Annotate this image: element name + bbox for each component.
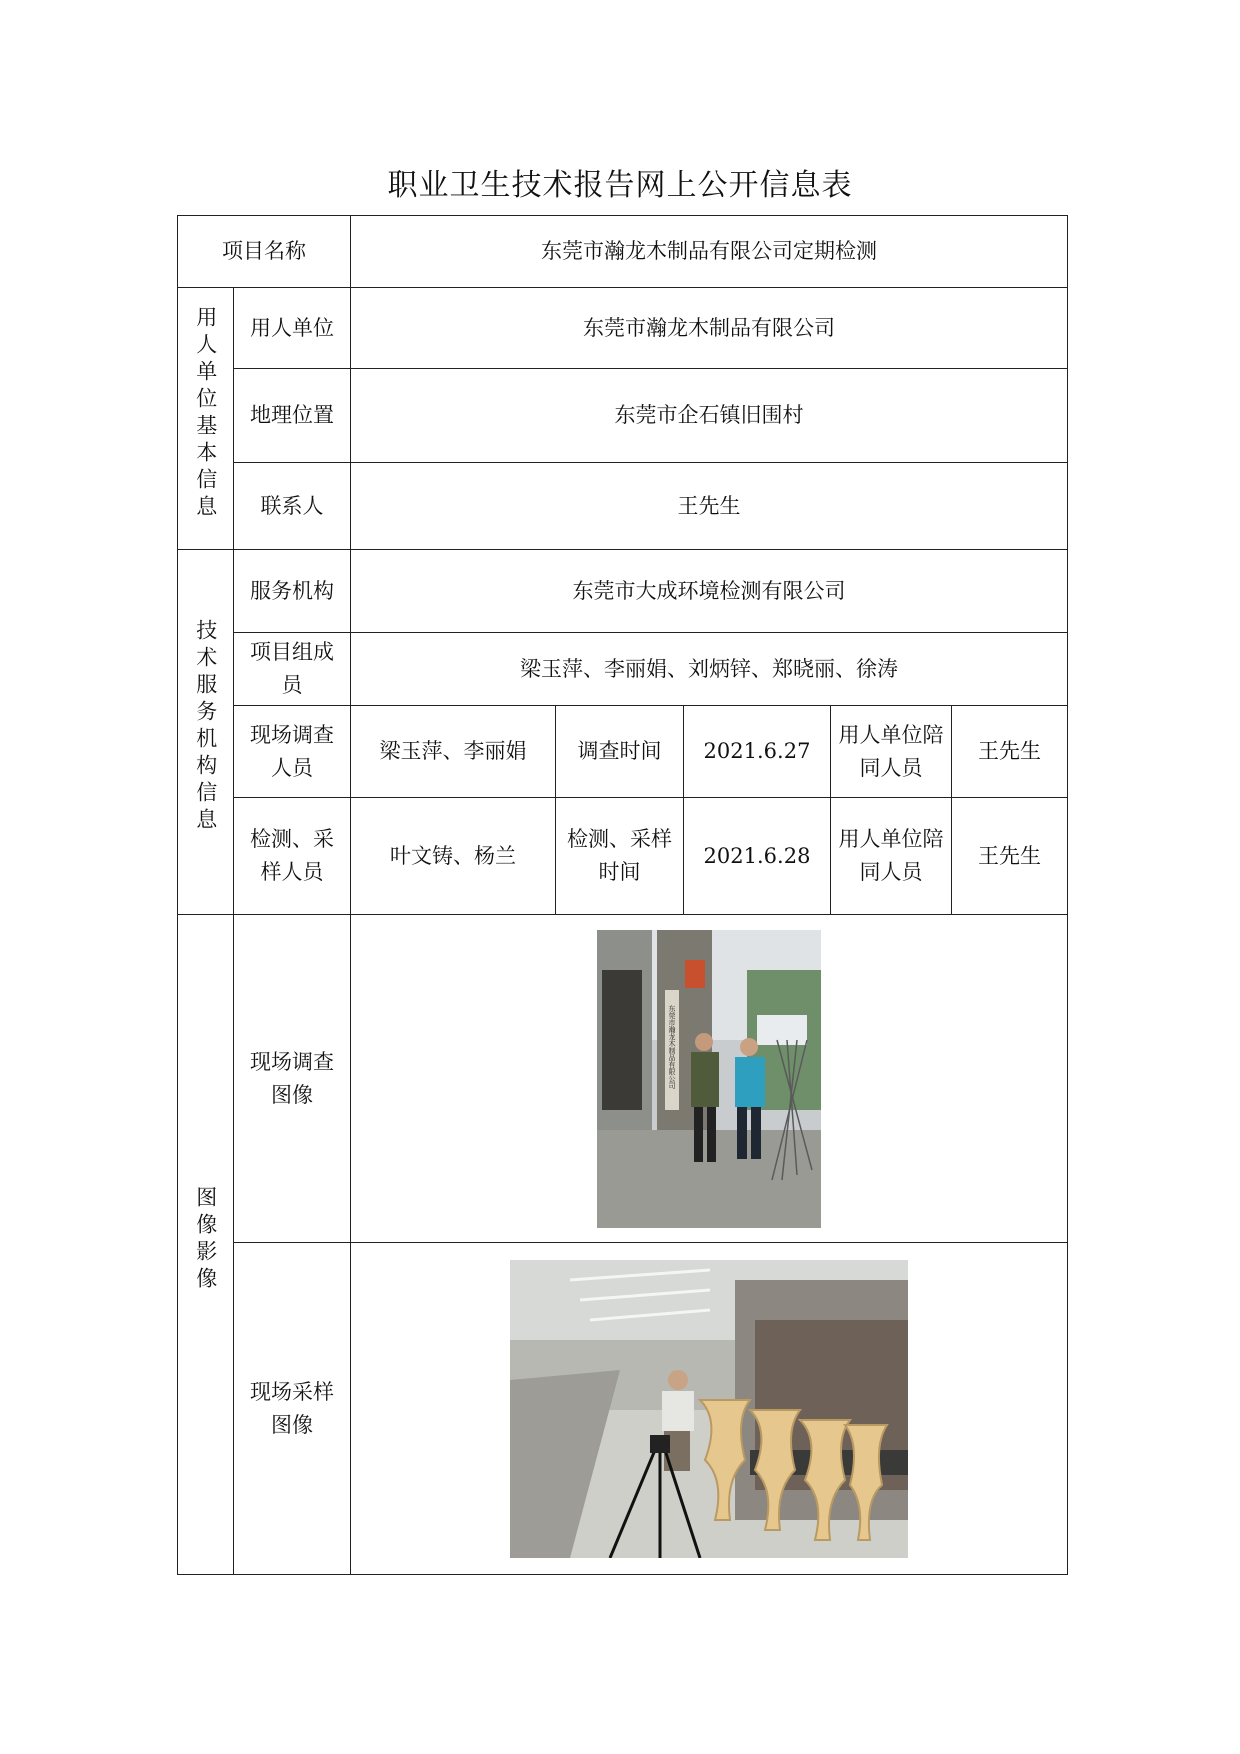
survey-image-label: 现场调查图像 <box>234 915 351 1243</box>
sampling-image-cell <box>351 1243 1068 1575</box>
sampling-photo <box>510 1260 908 1558</box>
location-value: 东莞市企石镇旧围村 <box>351 369 1068 463</box>
sampling-escort-label: 用人单位陪同人员 <box>831 798 952 915</box>
contact-label: 联系人 <box>234 463 351 550</box>
survey-escort-label: 用人单位陪同人员 <box>831 706 952 798</box>
info-table <box>177 215 1068 1575</box>
sampling-image-label: 现场采样图像 <box>234 1243 351 1575</box>
location-label: 地理位置 <box>234 369 351 463</box>
project-name-value: 东莞市瀚龙木制品有限公司定期检测 <box>351 216 1068 288</box>
sampling-staff-label: 检测、采样人员 <box>234 798 351 915</box>
contact-value: 王先生 <box>351 463 1068 550</box>
survey-time-value: 2021.6.27 <box>684 706 831 798</box>
survey-image-cell <box>351 915 1068 1243</box>
survey-escort-value: 王先生 <box>952 706 1068 798</box>
image-section-label: 图像影像 <box>178 915 234 1575</box>
agency-value: 东莞市大成环境检测有限公司 <box>351 550 1068 633</box>
members-value: 梁玉萍、李丽娟、刘炳锌、郑晓丽、徐涛 <box>351 633 1068 706</box>
service-section-label: 技术服务机构信息 <box>178 550 234 915</box>
survey-time-label: 调查时间 <box>556 706 684 798</box>
survey-staff-value: 梁玉萍、李丽娟 <box>351 706 556 798</box>
page-title: 职业卫生技术报告网上公开信息表 <box>387 168 853 203</box>
svg-text:东莞市瀚龙木制品有限公司: 东莞市瀚龙木制品有限公司 <box>668 1004 676 1089</box>
members-label: 项目组成员 <box>234 633 351 706</box>
project-name-label: 项目名称 <box>178 216 351 288</box>
employer-unit-label: 用人单位 <box>234 288 351 369</box>
sampling-time-label: 检测、采样时间 <box>556 798 684 915</box>
sampling-escort-value: 王先生 <box>952 798 1068 915</box>
employer-unit-value: 东莞市瀚龙木制品有限公司 <box>351 288 1068 369</box>
agency-label: 服务机构 <box>234 550 351 633</box>
survey-staff-label: 现场调查人员 <box>234 706 351 798</box>
sampling-time-value: 2021.6.28 <box>684 798 831 915</box>
employer-section-label: 用人单位基本信息 <box>178 288 234 550</box>
sampling-staff-value: 叶文铸、杨兰 <box>351 798 556 915</box>
survey-photo <box>597 930 821 1228</box>
